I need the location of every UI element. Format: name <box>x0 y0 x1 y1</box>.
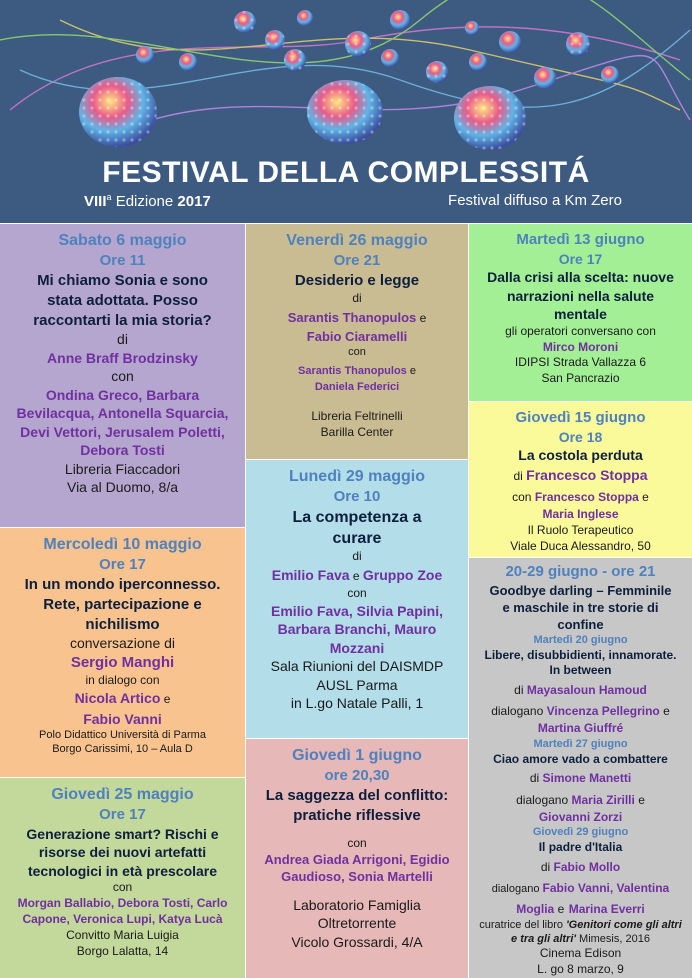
edition-year: 2017 <box>177 193 211 210</box>
event-date: Venerdì 26 maggio <box>286 232 428 249</box>
event-title-line: Dalla crisi alla scelta: nuove <box>487 269 674 286</box>
event-date: Giovedì 25 maggio <box>51 786 194 803</box>
guest-name: Nicola Artico <box>74 690 161 707</box>
discussant-name: Moglia <box>516 901 555 916</box>
discussant-line <box>475 898 686 919</box>
event-panel-1-giugno <box>246 739 468 978</box>
event-title-line: stata adottata. Posso <box>47 291 198 309</box>
event-guests-line: Debora Tosti <box>80 442 165 459</box>
con-label: con <box>112 880 133 895</box>
event-panel-15-giugno <box>469 402 692 557</box>
conversation-label: conversazione di <box>69 635 176 652</box>
event-title-line: confine <box>557 617 604 633</box>
event-title-line: curare <box>332 530 382 548</box>
discussant-name: Maria Zirilli <box>571 792 635 807</box>
event-title-line: narrazioni nella salute <box>506 287 655 304</box>
event-time: ore 20,30 <box>324 767 390 785</box>
film-title-line: In between <box>549 663 612 678</box>
di-label: di <box>352 549 362 564</box>
author-name: Emilio Fava <box>271 566 350 583</box>
event-title-line: nichilismo <box>85 615 160 633</box>
screening-date: Martedì 20 giugno <box>533 634 628 647</box>
di-label: di <box>514 683 527 698</box>
event-time: Ore 17 <box>99 806 146 824</box>
event-guests-line: Morgan Ballabio, Debora Tosti, Carlo <box>17 896 228 911</box>
event-venue-line: Laboratorio Famiglia <box>293 896 421 913</box>
discussant-name: Vincenza Pellegrino <box>546 704 660 719</box>
curator-label: curatrice del libro <box>479 918 567 931</box>
event-venue-line: IDIPSI Strada Vallazza 6 <box>514 355 647 370</box>
director-name: Fabio Mollo <box>553 859 621 874</box>
con-label: con <box>347 835 367 850</box>
book-title: 'Genitori come gli altri e tra gli altri' <box>511 918 682 945</box>
di-label: di <box>529 771 543 786</box>
event-guests-line: Capone, Veronica Lupi, Katya Lucà <box>22 911 223 926</box>
discussant-line <box>475 789 686 810</box>
event-panel-26-maggio <box>246 224 468 459</box>
dialogue-label: dialogano <box>516 792 572 807</box>
event-date: Martedì 13 giugno <box>516 231 645 248</box>
discussant-line <box>475 700 686 721</box>
event-guests-line: Andrea Giada Arrigoni, Egidio <box>264 852 450 868</box>
con-label: con <box>512 489 535 504</box>
con-label: con <box>348 345 366 358</box>
event-title: Desiderio e legge <box>294 271 420 289</box>
director-name: Mayasaloun Hamoud <box>526 683 647 698</box>
event-venue-line: Oltretorrente <box>317 915 397 932</box>
dialogue-label: in dialogo con <box>85 672 160 687</box>
event-time: Ore 21 <box>333 252 381 270</box>
event-venue-line: Borgo Lalatta, 14 <box>76 943 169 958</box>
event-date: 20-29 giugno - ore 21 <box>505 563 656 580</box>
edition-label <box>84 192 211 210</box>
event-venue-line: Convitto Maria Luigia <box>66 927 179 942</box>
di-label: di <box>540 859 554 874</box>
event-panel-29-maggio <box>246 460 468 738</box>
event-panel-10-maggio <box>0 528 245 777</box>
event-title-line: Rete, partecipazione e <box>43 595 202 613</box>
and-label: e <box>416 310 427 325</box>
author-name: Fabio Ciaramelli <box>306 328 408 344</box>
event-guests-line: Mozzani <box>329 639 385 656</box>
event-date: Giovedì 1 giugno <box>292 747 422 764</box>
author-line <box>252 565 462 586</box>
event-speaker: Sergio Manghi <box>70 653 175 671</box>
event-guests-line: Gaudioso, Sonia Martelli <box>281 869 433 885</box>
guest-name: Mirco Moroni <box>542 339 619 354</box>
event-title-line: Mi chiamo Sonia e sono <box>37 271 208 289</box>
guest-name: Maria Inglese <box>542 506 619 521</box>
director-name: Simone Manetti <box>542 771 632 786</box>
discussant-name: Fabio Vanni, Valentina <box>542 880 670 895</box>
dialogue-label: dialogano <box>491 882 543 895</box>
guest-line <box>475 486 686 507</box>
event-venue-line: Cinema Edison <box>539 946 622 961</box>
edition-sup: a <box>106 192 112 202</box>
event-author: Anne Braff Brodzinsky <box>47 349 198 366</box>
and-label: e <box>638 489 649 504</box>
di-label: di <box>513 468 527 483</box>
event-title-line: In un mondo iperconnesso. <box>24 575 221 593</box>
film-title-line: Libere, disubbidienti, innamorate. <box>484 647 677 662</box>
event-date: Mercoledì 10 maggio <box>43 536 202 553</box>
guest-line <box>252 359 462 380</box>
discussant-line <box>475 877 686 898</box>
decorative-spheres-illustration <box>0 0 692 160</box>
event-time: Ore 17 <box>99 556 146 574</box>
dialogue-label: dialogano <box>491 704 547 719</box>
event-guests-line: Barbara Branchi, Mauro <box>277 621 437 638</box>
screening-date: Giovedì 29 giugno <box>532 826 629 839</box>
event-time: Ore 10 <box>333 488 381 506</box>
author-name: Sarantis Thanopulos <box>287 309 417 325</box>
con-label: con <box>111 368 134 385</box>
event-guests-line: Devi Vettori, Jerusalem Poletti, <box>20 423 225 440</box>
event-venue-line: Polo Didattico Università di Parma <box>39 728 206 741</box>
event-panel-13-giugno <box>469 224 692 401</box>
event-venue-line: Libreria Feltrinelli <box>311 408 403 423</box>
event-guests-line: Ondina Greco, Barbara <box>45 386 200 403</box>
di-label: di <box>117 331 128 348</box>
guest-name: Fabio Vanni <box>83 710 162 727</box>
discussant-name: Giovanni Zorzi <box>538 809 623 824</box>
festival-title: FESTIVAL DELLA COMPLESSITÁ <box>102 156 590 189</box>
di-label: di <box>352 290 362 305</box>
edition-number: VIII <box>84 193 107 210</box>
author-line <box>475 465 686 486</box>
event-panel-6-maggio <box>0 224 245 527</box>
large-spheres <box>79 77 526 150</box>
event-time: Ore 18 <box>558 428 603 445</box>
tagline: Festival diffuso a Km Zero <box>448 192 622 209</box>
event-guests-line: Emilio Fava, Silvia Papini, <box>271 602 443 619</box>
event-title-line: La competenza a <box>292 508 422 526</box>
event-title-line: pratiche riflessive <box>293 806 421 824</box>
event-time: Ore 11 <box>99 252 146 270</box>
edition-text: Edizione <box>111 193 178 210</box>
event-venue-line: Vicolo Grossardi, 4/A <box>291 933 423 950</box>
guest-name: Daniela Federici <box>314 381 400 394</box>
event-title-line: La saggezza del conflitto: <box>265 786 449 804</box>
event-title-line: risorse dei nuovi artefatti <box>38 844 207 861</box>
discussant-name: Martina Giuffré <box>537 721 624 736</box>
event-date: Sabato 6 maggio <box>58 232 187 249</box>
festival-header <box>0 0 692 223</box>
discussant-name: Marina Everri <box>568 901 645 916</box>
event-time: Ore 17 <box>558 250 603 267</box>
event-panel-20-29-giugno <box>469 558 692 978</box>
event-venue-line: Sala Riunioni del DAISMDP <box>270 658 444 675</box>
author-name: Gruppo Zoe <box>362 566 443 583</box>
event-venue-line: in L.go Natale Palli, 1 <box>290 695 424 712</box>
event-venue-line: Libreria Fiaccadori <box>64 460 181 477</box>
and-label: e <box>406 365 416 378</box>
operators-label: gli operatori conversano con <box>505 323 656 338</box>
event-venue-line: Il Ruolo Terapeutico <box>527 522 634 537</box>
director-line <box>475 679 686 700</box>
guest-name: Sarantis Thanopulos <box>298 365 407 378</box>
event-panel-25-maggio <box>0 778 245 978</box>
event-title-line: raccontarti la mia storia? <box>33 311 212 329</box>
book-credit <box>475 919 686 947</box>
event-title-line: Goodbye darling – Femminile <box>489 582 672 598</box>
publisher: Mimesis, 2016 <box>575 932 650 945</box>
event-venue-line: L. go 8 marzo, 9 <box>537 962 624 977</box>
and-label: e <box>554 901 565 916</box>
event-venue-line: Via al Duomo, 8/a <box>66 479 179 496</box>
event-venue-line: Borgo Carissimi, 10 – Aula D <box>52 743 193 756</box>
and-label: e <box>349 568 363 583</box>
and-label: e <box>634 792 645 807</box>
guest-line <box>6 688 239 709</box>
director-line <box>475 767 686 788</box>
film-title: Ciao amore vado a combattere <box>493 751 668 766</box>
director-line <box>475 856 686 877</box>
event-guests-line: Bevilacqua, Antonella Squarcia, <box>16 405 229 422</box>
event-venue-line: Barilla Center <box>320 424 394 439</box>
author-name: Francesco Stoppa <box>526 466 648 483</box>
guest-name: Francesco Stoppa <box>534 489 639 504</box>
author-line <box>252 307 462 328</box>
event-title-line: tecnologici in età prescolare <box>27 862 218 879</box>
event-date: Lunedì 29 maggio <box>288 468 425 485</box>
event-title: La costola perduta <box>518 447 643 464</box>
and-label: e <box>659 704 670 719</box>
screening-date: Martedì 27 giugno <box>533 738 628 751</box>
event-title-line: mentale <box>554 306 607 323</box>
event-venue-line: AUSL Parma <box>316 676 398 693</box>
film-title: Il padre d'Italia <box>538 839 623 854</box>
event-title-line: e maschile in tre storie di <box>502 599 659 615</box>
and-label: e <box>160 692 171 707</box>
event-title-line: Generazione smart? Rischi e <box>26 825 219 842</box>
event-venue-line: Viale Duca Alessandro, 50 <box>510 538 651 553</box>
event-date: Giovedì 15 giugno <box>515 409 646 426</box>
event-venue-line: San Pancrazio <box>541 371 620 386</box>
con-label: con <box>347 586 367 601</box>
